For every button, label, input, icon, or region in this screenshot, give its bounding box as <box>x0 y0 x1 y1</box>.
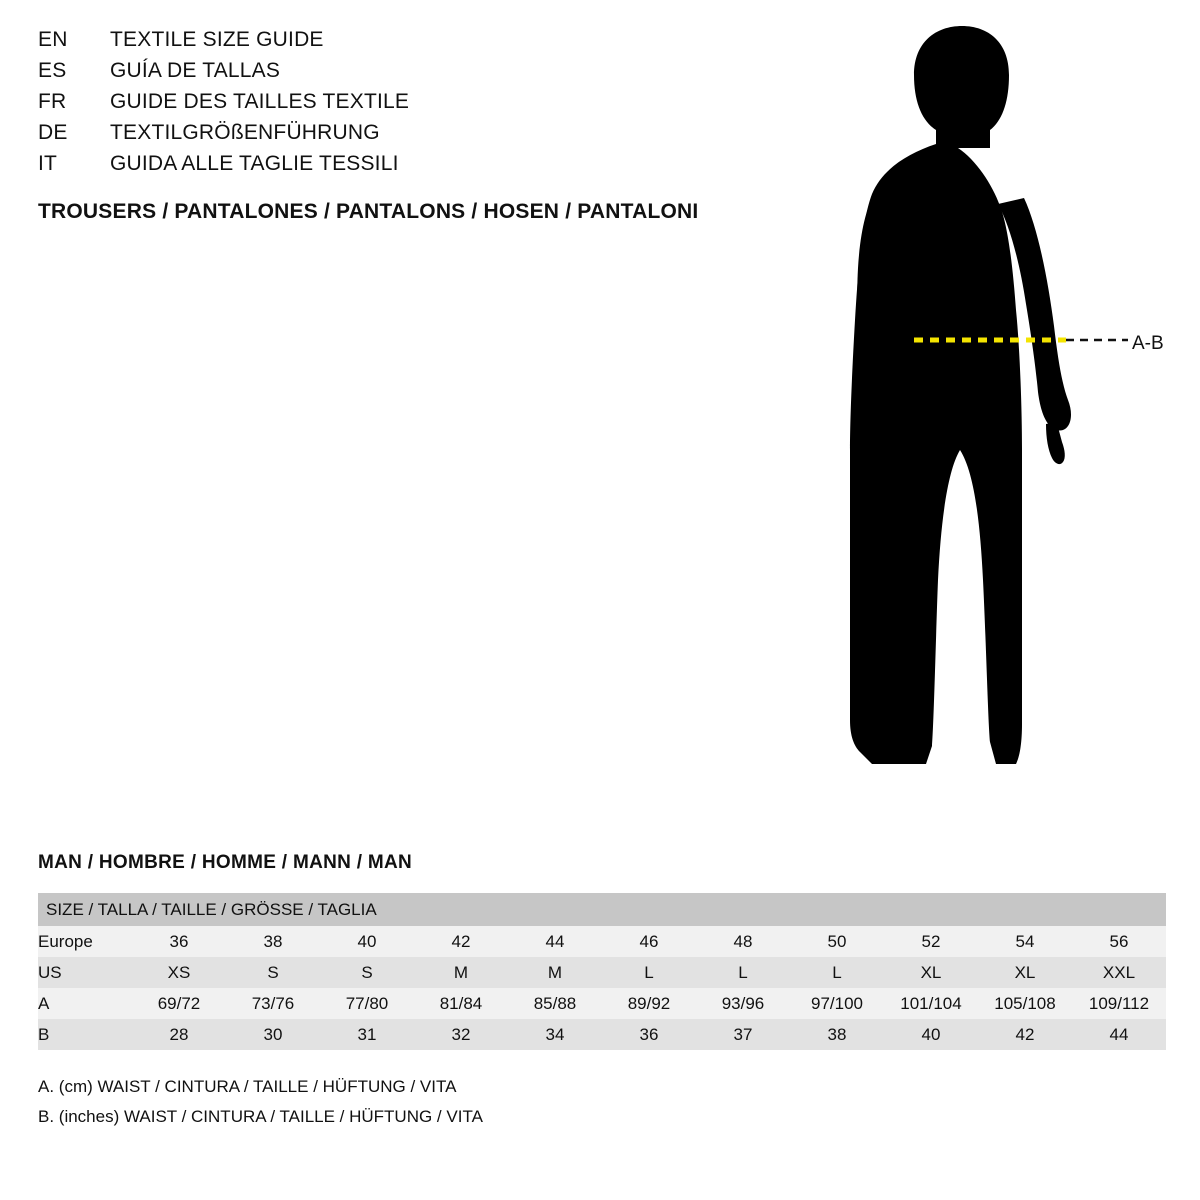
table-row <box>38 988 1166 1019</box>
language-row <box>38 59 798 90</box>
language-title: GUÍA DE TALLAS <box>110 59 281 82</box>
cell: L <box>790 957 884 988</box>
cell: 31 <box>320 1019 414 1050</box>
cell: L <box>602 957 696 988</box>
cell: 105/108 <box>978 988 1072 1019</box>
cell: 30 <box>226 1019 320 1050</box>
cell: 101/104 <box>884 988 978 1019</box>
header-block <box>38 28 798 224</box>
cell: 97/100 <box>790 988 884 1019</box>
cell: 69/72 <box>132 988 226 1019</box>
cell: 28 <box>132 1019 226 1050</box>
cell: 109/112 <box>1072 988 1166 1019</box>
cell: 40 <box>320 926 414 957</box>
footnotes-block <box>38 1072 1166 1132</box>
cell: 44 <box>1072 1019 1166 1050</box>
language-title: GUIDE DES TAILLES TEXTILE <box>110 90 410 113</box>
cell: M <box>414 957 508 988</box>
size-table <box>38 893 1166 1050</box>
measure-label-ab: A-B <box>1132 333 1164 354</box>
cell: 85/88 <box>508 988 602 1019</box>
cell: 46 <box>602 926 696 957</box>
language-title: TEXTILE SIZE GUIDE <box>110 28 324 51</box>
table-section-title: MAN / HOMBRE / HOMME / MANN / MAN <box>38 852 413 873</box>
cell: 42 <box>414 926 508 957</box>
cell: L <box>696 957 790 988</box>
language-code: DE <box>38 121 68 144</box>
language-title: GUIDA ALLE TAGLIE TESSILI <box>110 152 399 175</box>
language-code: ES <box>38 59 67 82</box>
cell: 56 <box>1072 926 1166 957</box>
table-header-row <box>38 893 1166 926</box>
language-code: FR <box>38 90 67 113</box>
cell: 32 <box>414 1019 508 1050</box>
size-table-section <box>38 852 1166 1132</box>
cell: XL <box>884 957 978 988</box>
cell: 93/96 <box>696 988 790 1019</box>
language-row <box>38 152 798 183</box>
footnote-b: B. (inches) WAIST / CINTURA / TAILLE / HÜFTUNG / VITA <box>38 1107 483 1126</box>
cell: 54 <box>978 926 1072 957</box>
language-row <box>38 28 798 59</box>
man-silhouette-icon <box>810 20 1200 810</box>
cell: XXL <box>1072 957 1166 988</box>
cell: XS <box>132 957 226 988</box>
footnote-a: A. (cm) WAIST / CINTURA / TAILLE / HÜFTUNG / VITA <box>38 1077 457 1096</box>
language-row <box>38 90 798 121</box>
cell: 89/92 <box>602 988 696 1019</box>
cell: 81/84 <box>414 988 508 1019</box>
cell: 73/76 <box>226 988 320 1019</box>
garment-type-line: TROUSERS / PANTALONES / PANTALONS / HOSEN / PANTALONI <box>38 200 699 223</box>
cell: 40 <box>884 1019 978 1050</box>
cell: 38 <box>790 1019 884 1050</box>
row-label: B <box>38 1019 132 1050</box>
figure-illustration <box>810 20 1200 810</box>
cell: 38 <box>226 926 320 957</box>
language-code: IT <box>38 152 58 175</box>
language-row <box>38 121 798 152</box>
cell: 36 <box>132 926 226 957</box>
table-header-label: SIZE / TALLA / TAILLE / GRÖSSE / TAGLIA <box>38 893 1166 926</box>
cell: 50 <box>790 926 884 957</box>
row-label: A <box>38 988 132 1019</box>
cell: 34 <box>508 1019 602 1050</box>
row-label: Europe <box>38 926 132 957</box>
table-row <box>38 926 1166 957</box>
cell: S <box>320 957 414 988</box>
cell: M <box>508 957 602 988</box>
language-title: TEXTILGRÖßENFÜHRUNG <box>110 121 380 144</box>
cell: XL <box>978 957 1072 988</box>
cell: 36 <box>602 1019 696 1050</box>
cell: S <box>226 957 320 988</box>
row-label: US <box>38 957 132 988</box>
cell: 37 <box>696 1019 790 1050</box>
cell: 44 <box>508 926 602 957</box>
language-code: EN <box>38 28 68 51</box>
table-row <box>38 1019 1166 1050</box>
cell: 52 <box>884 926 978 957</box>
table-row <box>38 957 1166 988</box>
cell: 77/80 <box>320 988 414 1019</box>
cell: 48 <box>696 926 790 957</box>
cell: 42 <box>978 1019 1072 1050</box>
